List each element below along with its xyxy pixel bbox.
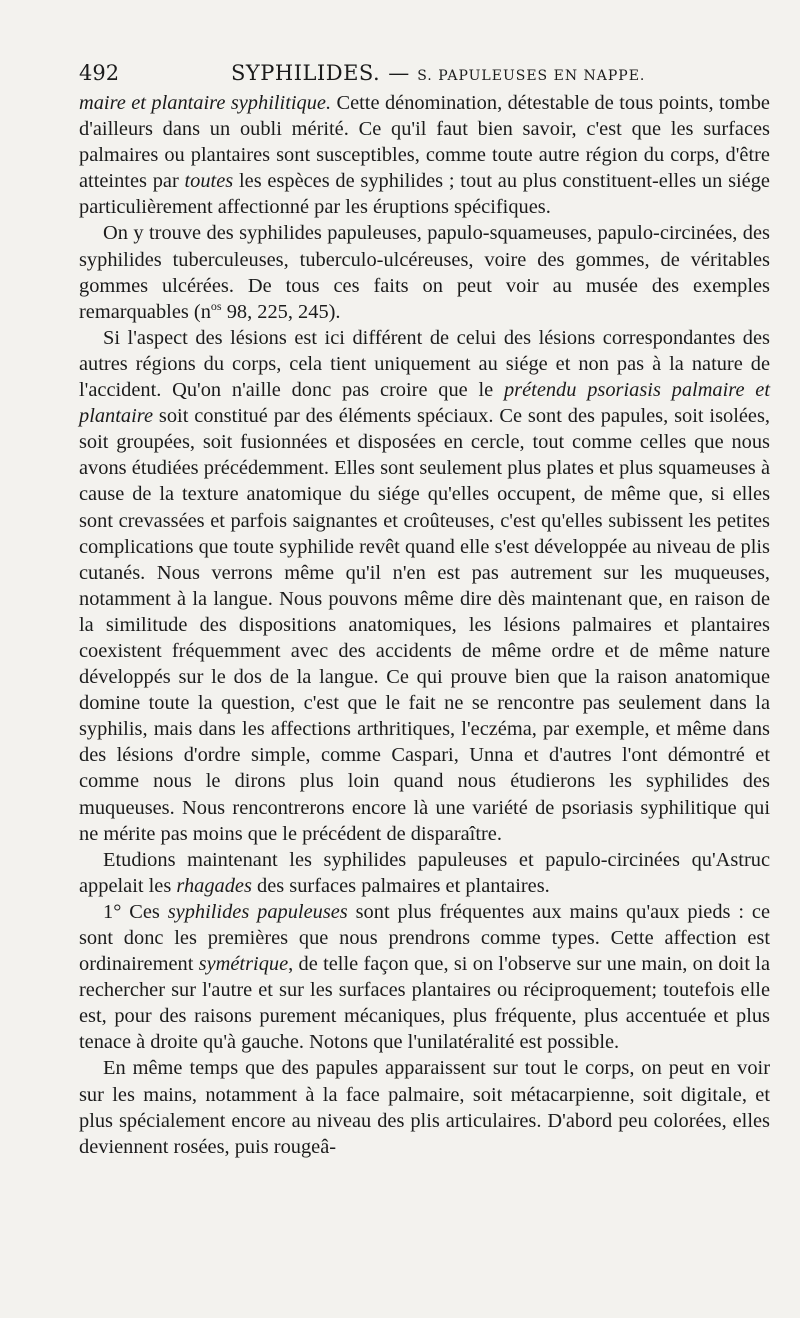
text-run: soit constitué par des éléments spéciaux. Ce sont des papules, soit isolées, soit groupées, soit fusionnées et disposées en cercle, tout comme celles que nous avons étudiées précédemment. Elles sont seulement plus plates et plus squameuses à cause de la texture anatomique du siége qu'elles occupent, de même que, si elles sont crevassées et parfois saignantes et croûteuses, c'est qu'elles subissent les petites complications que toute syphilide revêt quand elle s'est développée au niveau de plis cutanés. Nous verrons même qu'il n'en est pas autrement sur les muqueuses, notamment à la langue. Nous pouvons même dire dès maintenant que, en raison de la similitude des dispositions anatomiques, les lésions palmaires et plantaires coexistent fréquemment avec des accidents de même ordre et de même nature développés sur le dos de la langue. Ce qui prouve bien que la raison anatomique domine toute la question, c'est que le fait ne se rencontre pas seulement dans la syphilis, mais dans les affections arthritiques, l'eczéma, par exemple, et même dans des lésions d'ordre simple, comme Caspari, Unna et d'autres l'ont démontré et comme nous le dirons plus loin quand nous étudierons les syphilides des muqueuses. Nous rencontrerons encore là une variété de psoriasis syphilitique qui ne mérite pas moins que le précédent de disparaître.	[79, 405, 770, 845]
text-run: Cette dénomination, détestable de tous points, tombe d'ailleurs dans un oubli mérité. Ce qu'il faut bien savoir, c'est que les surfaces palmaires ou plantaires sont susceptibles, comme toute autre région du corps, d'être atteintes par	[79, 92, 770, 193]
text-run: En même temps que des papules apparaissent sur tout le corps, on peut en voir sur les mains, notamment à la face palmaire, soit métacarpienne, soit digitale, et plus spécialement encore au niveau des plis articulaires. D'abord peu colorées, elles deviennent rosées, puis rougeâ-	[79, 1057, 770, 1158]
paragraph	[79, 220, 770, 324]
superscript: os	[210, 298, 222, 313]
body-text	[79, 90, 770, 1160]
running-title	[231, 56, 645, 93]
text-run: Si l'aspect des lésions est ici différent de celui des lésions correspondantes des autres régions du corps, cela tient uniquement au siége et non pas à la nature de l'accident. Qu'on n'aille donc pas croire que le	[79, 326, 770, 402]
italic-term: rhagades	[176, 874, 252, 897]
running-header	[79, 56, 770, 90]
italic-term: maire et plantaire syphilitique.	[79, 92, 332, 114]
text-run: 98, 225, 245).	[221, 300, 341, 323]
paragraph	[79, 899, 770, 1056]
italic-term: toutes	[184, 170, 234, 193]
italic-term: symétrique	[198, 953, 289, 976]
header-subtitle: S. PAPULEUSES EN NAPPE.	[417, 68, 646, 84]
italic-term: syphilides papuleuses	[167, 900, 348, 923]
text-run: 1° Ces	[103, 900, 168, 923]
page-number: 492	[79, 61, 120, 85]
header-separator: —	[388, 61, 410, 85]
paragraph-continued	[79, 90, 770, 220]
text-run: Etudions maintenant les syphilides papuleuses et papulo-circinées qu'Astruc appelait les	[79, 848, 770, 897]
text-run: , de telle façon que, si on l'observe sur une main, on doit la rechercher sur l'autre et sur les surfaces plantaires ou réciproquement; toutefois elle est, pour des raisons purement mécaniques, plus fréquente, plus accentuée et plus tenace à droite qu'à gauche. Notons que l'unilatéralité est possible.	[79, 953, 770, 1054]
paragraph	[79, 847, 770, 899]
italic-term: prétendu psoriasis palmaire et plantaire	[79, 379, 770, 428]
text-run: des surfaces palmaires et plantaires.	[251, 874, 550, 897]
paragraph	[79, 325, 770, 847]
text-run: On y trouve des syphilides papuleuses, papulo-squameuses, papulo-circinées, des syphilides tuberculeuses, tuberculo-ulcéreuses, voire des gommes, de véritables gommes ulcérées. De tous ces faits on peut voir au musée des exemples remarquables (n	[79, 222, 770, 323]
text-run: sont plus fréquentes aux mains qu'aux pieds : ce sont donc les premières que nous prendrons comme types. Cette affection est ordinairement	[79, 900, 770, 976]
paragraph	[79, 1055, 770, 1159]
header-title: SYPHILIDES.	[231, 61, 381, 85]
text-run: les espèces de syphilides ; tout au plus constituent-elles un siége particulièrement affectionné par les éruptions spécifiques.	[79, 170, 770, 219]
